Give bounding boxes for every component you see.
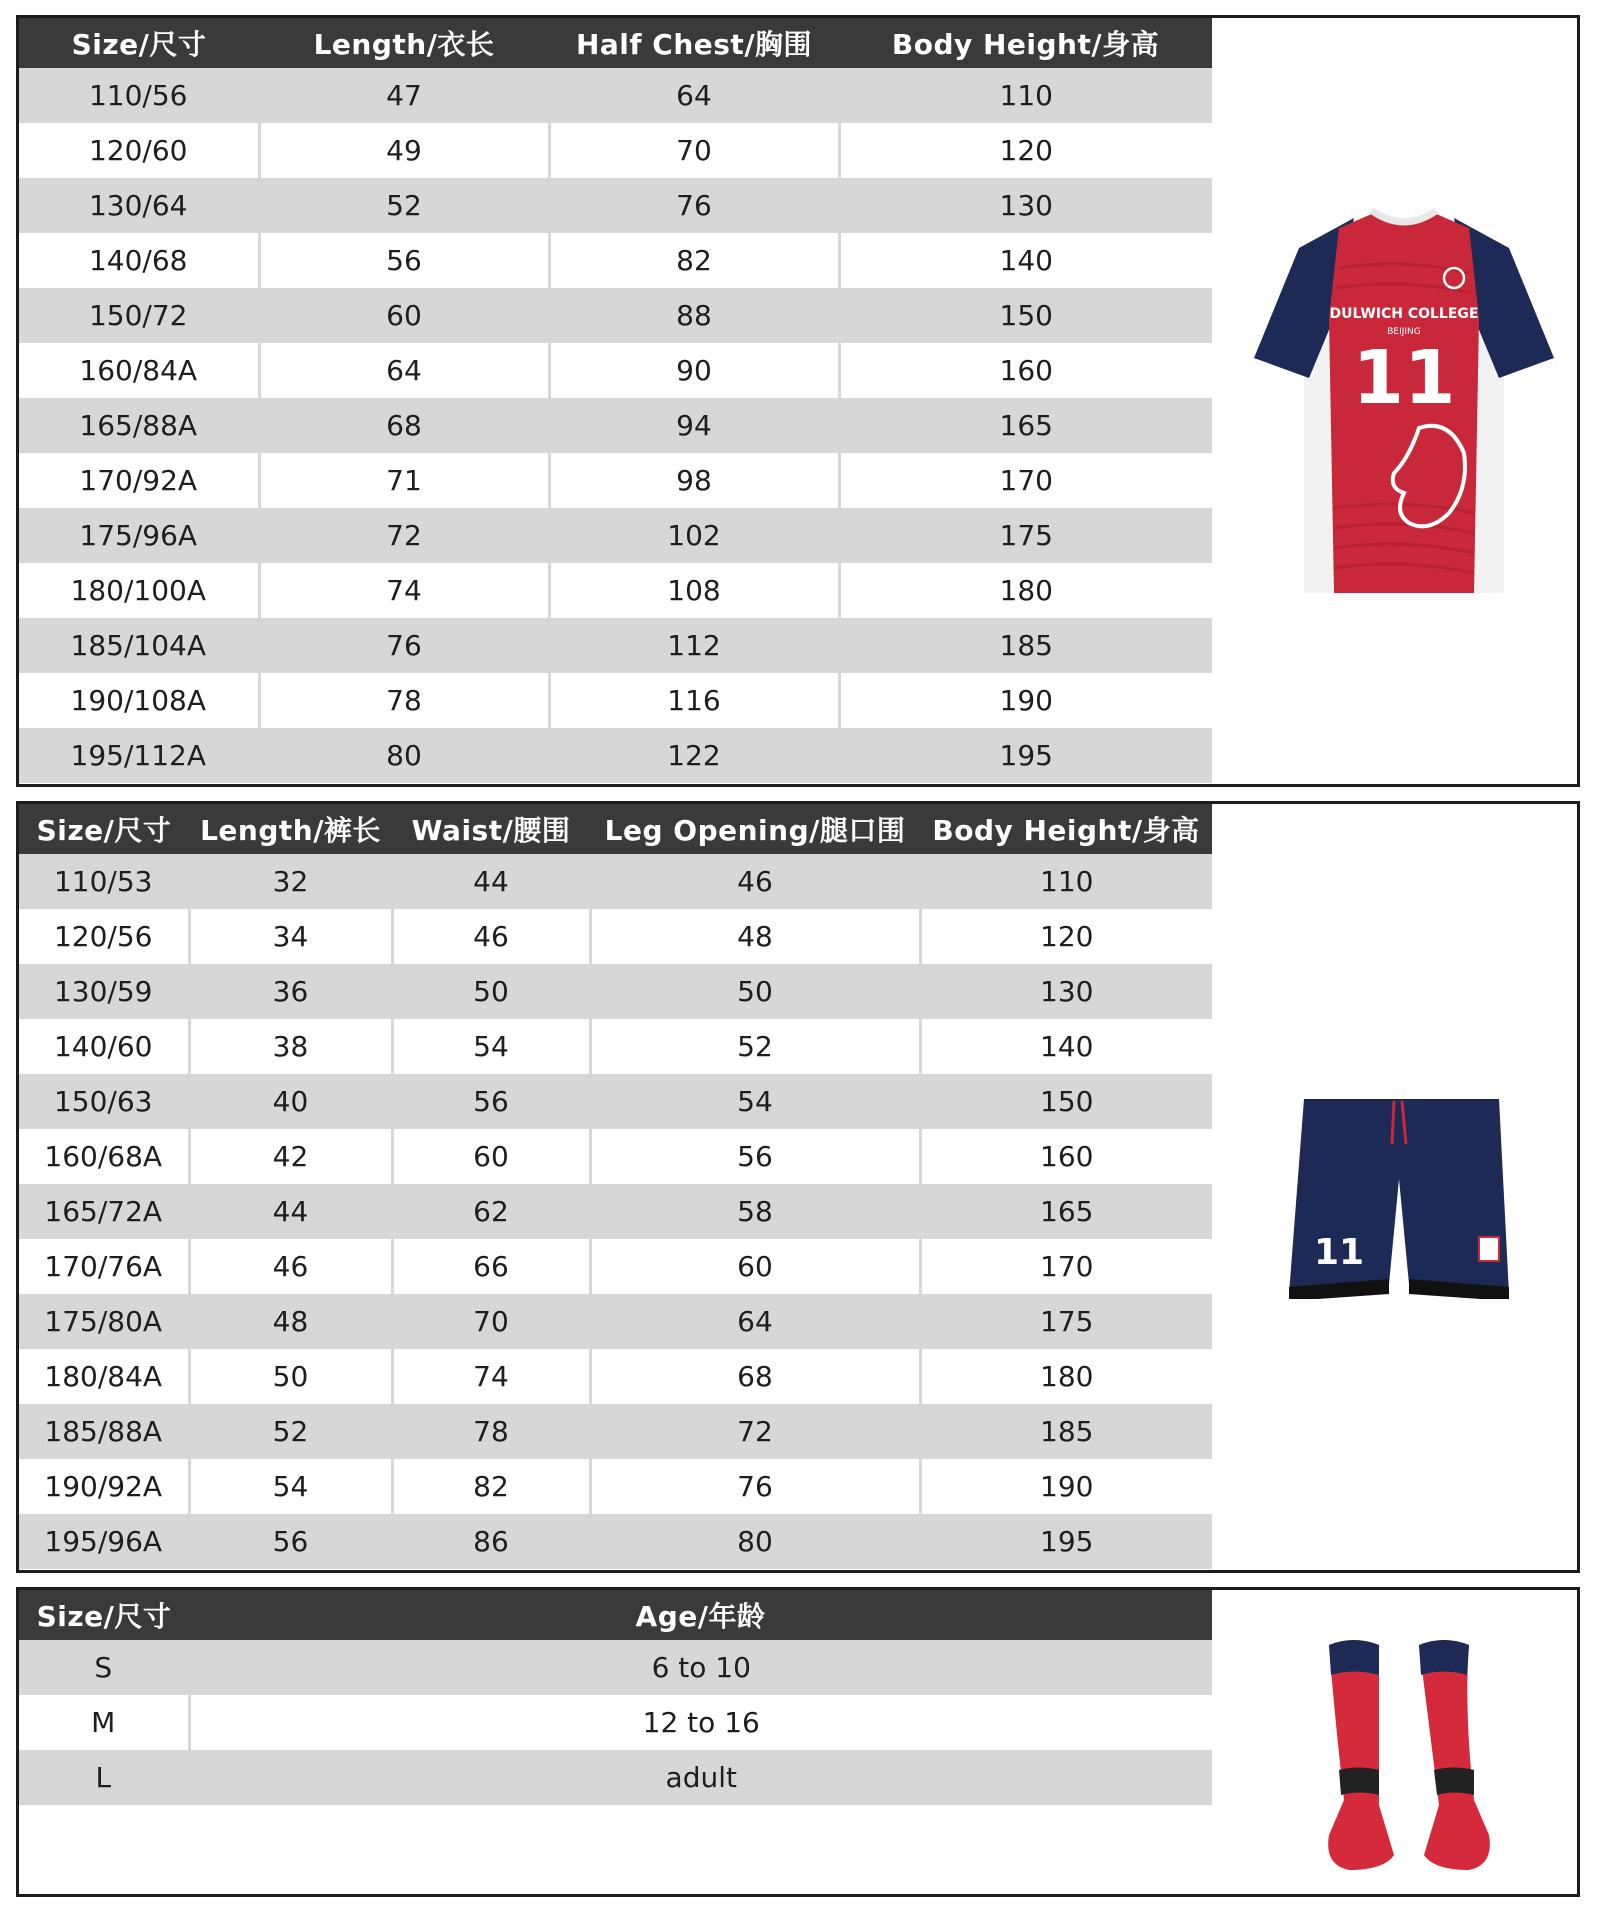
table-cell: 68 [259, 398, 549, 453]
table-cell: 70 [549, 123, 839, 178]
sock-left-band [1329, 1640, 1379, 1675]
table-header-row [19, 18, 1212, 68]
sock-left [1328, 1640, 1394, 1870]
table-cell: 120/56 [19, 909, 189, 964]
table-cell: 50 [392, 964, 590, 1019]
table-cell: 42 [189, 1129, 392, 1184]
table-row [19, 673, 1212, 728]
table-cell: 70 [392, 1294, 590, 1349]
table-cell: 140/60 [19, 1019, 189, 1074]
table-cell: 140 [920, 1019, 1212, 1074]
table-cell: 60 [259, 288, 549, 343]
table-cell: 160/68A [19, 1129, 189, 1184]
table-cell: 195/112A [19, 728, 259, 783]
sock-right-ankle [1434, 1768, 1474, 1796]
table-cell: 110 [839, 68, 1212, 123]
table-row [19, 288, 1212, 343]
table-cell: 130/59 [19, 964, 189, 1019]
table-cell: 36 [189, 964, 392, 1019]
shorts-number: 11 [1314, 1232, 1365, 1273]
table-row [19, 1239, 1212, 1294]
table-cell: 34 [189, 909, 392, 964]
table-row [19, 508, 1212, 563]
table-cell: 66 [392, 1239, 590, 1294]
sock-right [1419, 1640, 1490, 1870]
column-header: Length/衣长 [259, 18, 549, 68]
column-header: Half Chest/胸围 [549, 18, 839, 68]
table-cell: 48 [590, 909, 920, 964]
table-row [19, 1695, 1212, 1750]
table-cell: 130/64 [19, 178, 259, 233]
table-cell: 130 [920, 964, 1212, 1019]
table-row [19, 398, 1212, 453]
table-row [19, 1294, 1212, 1349]
table-cell: 60 [392, 1129, 590, 1184]
table-row [19, 1129, 1212, 1184]
table-cell: 56 [590, 1129, 920, 1184]
table-cell: 185/104A [19, 618, 259, 673]
table-cell: S [19, 1640, 189, 1695]
sock-left-ankle [1339, 1768, 1379, 1796]
table-row [19, 68, 1212, 123]
table-cell: 110 [920, 854, 1212, 909]
shirt-size-panel [16, 15, 1580, 787]
table-cell: 165 [839, 398, 1212, 453]
jersey-brand-text: DULWICH COLLEGE [1329, 306, 1479, 322]
table-cell: 120 [839, 123, 1212, 178]
table-cell: 74 [392, 1349, 590, 1404]
table-cell: 175/96A [19, 508, 259, 563]
jersey-city-text: BEIJING [1387, 327, 1421, 337]
table-cell: 190 [839, 673, 1212, 728]
table-cell: 150 [920, 1074, 1212, 1129]
table-cell: 165 [920, 1184, 1212, 1239]
table-cell: 32 [189, 854, 392, 909]
table-header-row [19, 804, 1212, 854]
table-cell: 46 [392, 909, 590, 964]
table-cell: 68 [590, 1349, 920, 1404]
column-header: Length/裤长 [189, 804, 392, 854]
table-cell: 140/68 [19, 233, 259, 288]
table-cell: 110/53 [19, 854, 189, 909]
table-cell: 40 [189, 1074, 392, 1129]
table-cell: 58 [590, 1184, 920, 1239]
table-row [19, 123, 1212, 178]
table-cell: 94 [549, 398, 839, 453]
table-cell: 185 [839, 618, 1212, 673]
crest-icon [1479, 1237, 1499, 1261]
table-cell: 71 [259, 453, 549, 508]
table-cell: 82 [549, 233, 839, 288]
table-row [19, 728, 1212, 783]
jersey-number: 11 [1352, 335, 1456, 421]
table-cell: 170/92A [19, 453, 259, 508]
table-cell: 6 to 10 [189, 1640, 1212, 1695]
table-cell: 98 [549, 453, 839, 508]
table-row [19, 178, 1212, 233]
table-cell: 64 [549, 68, 839, 123]
table-cell: 76 [590, 1459, 920, 1514]
table-cell: 12 to 16 [189, 1695, 1212, 1750]
table-row [19, 1074, 1212, 1129]
table-cell: 180 [920, 1349, 1212, 1404]
table-cell: 44 [392, 854, 590, 909]
table-cell: 82 [392, 1459, 590, 1514]
table-header-row [19, 1590, 1212, 1640]
table-cell: 80 [259, 728, 549, 783]
table-cell: 52 [590, 1019, 920, 1074]
table-cell: 46 [590, 854, 920, 909]
table-cell: 165/88A [19, 398, 259, 453]
jersey-image [1244, 188, 1564, 608]
socks-size-panel [16, 1587, 1580, 1897]
socks-illustration [1309, 1630, 1509, 1880]
table-cell: 50 [189, 1349, 392, 1404]
column-header: Body Height/身高 [920, 804, 1212, 854]
table-cell: 120/60 [19, 123, 259, 178]
table-cell: 44 [189, 1184, 392, 1239]
table-cell: 195 [839, 728, 1212, 783]
table-cell: 112 [549, 618, 839, 673]
table-row [19, 618, 1212, 673]
shorts-illustration [1284, 1089, 1514, 1299]
table-cell: 116 [549, 673, 839, 728]
sock-right-band [1419, 1640, 1469, 1675]
table-cell: 47 [259, 68, 549, 123]
table-cell: 48 [189, 1294, 392, 1349]
table-row [19, 1349, 1212, 1404]
table-row [19, 854, 1212, 909]
table-cell: 50 [590, 964, 920, 1019]
table-cell: 54 [590, 1074, 920, 1129]
table-cell: 38 [189, 1019, 392, 1074]
table-cell: 62 [392, 1184, 590, 1239]
table-cell: 64 [259, 343, 549, 398]
column-header: Size/尺寸 [19, 1590, 189, 1640]
table-cell: 110/56 [19, 68, 259, 123]
table-cell: 52 [259, 178, 549, 233]
socks-image [1309, 1630, 1509, 1880]
table-cell: 90 [549, 343, 839, 398]
column-header: Body Height/身高 [839, 18, 1212, 68]
table-cell: 160 [839, 343, 1212, 398]
table-cell: 122 [549, 728, 839, 783]
table-row [19, 909, 1212, 964]
table-row [19, 1750, 1212, 1805]
shorts-size-panel [16, 801, 1580, 1573]
table-row [19, 1019, 1212, 1074]
table-cell: 56 [189, 1514, 392, 1569]
table-cell: 56 [259, 233, 549, 288]
table-cell: 72 [259, 508, 549, 563]
shorts-size-table [19, 804, 1212, 1569]
table-row [19, 453, 1212, 508]
table-cell: 52 [189, 1404, 392, 1459]
table-cell: 150/63 [19, 1074, 189, 1129]
table-cell: 190 [920, 1459, 1212, 1514]
table-cell: adult [189, 1750, 1212, 1805]
table-cell: 78 [259, 673, 549, 728]
table-cell: 130 [839, 178, 1212, 233]
table-cell: 195 [920, 1514, 1212, 1569]
table-cell: 175 [839, 508, 1212, 563]
table-cell: 140 [839, 233, 1212, 288]
column-header: Leg Opening/腿口围 [590, 804, 920, 854]
socks-size-table [19, 1590, 1212, 1805]
table-cell: 170 [920, 1239, 1212, 1294]
column-header: Waist/腰围 [392, 804, 590, 854]
table-row [19, 1514, 1212, 1569]
table-cell: 74 [259, 563, 549, 618]
table-cell: 72 [590, 1404, 920, 1459]
column-header: Age/年龄 [189, 1590, 1212, 1640]
table-cell: 160 [920, 1129, 1212, 1184]
column-header: Size/尺寸 [19, 18, 259, 68]
table-cell: 78 [392, 1404, 590, 1459]
table-cell: 185 [920, 1404, 1212, 1459]
table-cell: 46 [189, 1239, 392, 1294]
table-row [19, 1459, 1212, 1514]
table-cell: 150 [839, 288, 1212, 343]
table-row [19, 563, 1212, 618]
table-row [19, 964, 1212, 1019]
table-cell: 160/84A [19, 343, 259, 398]
table-cell: 88 [549, 288, 839, 343]
table-cell: 180/84A [19, 1349, 189, 1404]
table-cell: L [19, 1750, 189, 1805]
table-cell: 150/72 [19, 288, 259, 343]
table-row [19, 343, 1212, 398]
table-row [19, 1640, 1212, 1695]
jersey-illustration [1244, 188, 1564, 608]
shirt-size-table [19, 18, 1212, 783]
table-cell: 120 [920, 909, 1212, 964]
table-cell: 102 [549, 508, 839, 563]
table-row [19, 1404, 1212, 1459]
table-cell: 54 [189, 1459, 392, 1514]
table-row [19, 1184, 1212, 1239]
shorts-image [1284, 1089, 1514, 1299]
table-cell: 108 [549, 563, 839, 618]
table-cell: 190/92A [19, 1459, 189, 1514]
table-cell: 175 [920, 1294, 1212, 1349]
table-cell: 64 [590, 1294, 920, 1349]
table-cell: 170 [839, 453, 1212, 508]
table-cell: 76 [549, 178, 839, 233]
table-cell: 54 [392, 1019, 590, 1074]
table-cell: 49 [259, 123, 549, 178]
table-cell: 76 [259, 618, 549, 673]
table-cell: 86 [392, 1514, 590, 1569]
table-row [19, 233, 1212, 288]
table-cell: 165/72A [19, 1184, 189, 1239]
table-cell: 56 [392, 1074, 590, 1129]
table-cell: 60 [590, 1239, 920, 1294]
table-cell: 185/88A [19, 1404, 189, 1459]
table-cell: 175/80A [19, 1294, 189, 1349]
table-cell: M [19, 1695, 189, 1750]
column-header: Size/尺寸 [19, 804, 189, 854]
table-cell: 195/96A [19, 1514, 189, 1569]
table-cell: 180/100A [19, 563, 259, 618]
table-cell: 190/108A [19, 673, 259, 728]
table-cell: 170/76A [19, 1239, 189, 1294]
table-cell: 180 [839, 563, 1212, 618]
table-cell: 80 [590, 1514, 920, 1569]
